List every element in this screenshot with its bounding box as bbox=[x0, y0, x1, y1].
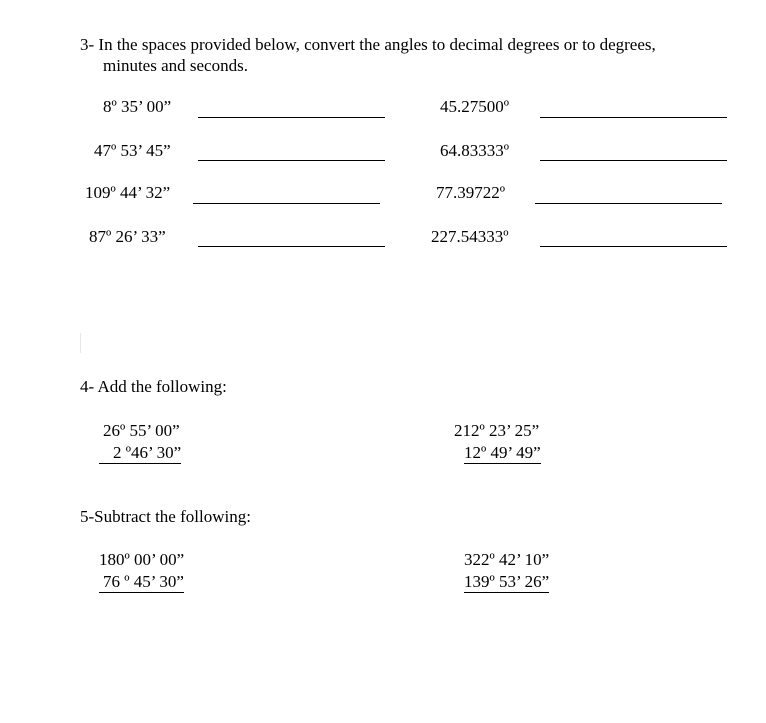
add-left-bottom-wrap bbox=[99, 443, 181, 464]
angle-right-1: 45.27500º bbox=[440, 97, 510, 116]
subtract-right-top: 322º 42’ 10” bbox=[464, 550, 550, 569]
answer-blank-right-2[interactable] bbox=[540, 160, 727, 161]
subtract-left-bottom: 76 º 45’ 30” bbox=[99, 573, 184, 593]
angle-right-2: 64.83333º bbox=[440, 141, 510, 160]
angle-left-3: 109º 44’ 32” bbox=[85, 183, 171, 202]
subtract-right-bottom-wrap bbox=[464, 572, 549, 593]
section3-heading-line1: 3- In the spaces provided below, convert the angles to decimal degrees or to degrees, bbox=[80, 35, 656, 54]
section4-heading: 4- Add the following: bbox=[80, 377, 227, 396]
add-left-bottom: 2 º46’ 30” bbox=[99, 444, 181, 464]
subtract-left-bottom-wrap bbox=[99, 572, 184, 593]
add-left-top: 26º 55’ 00” bbox=[103, 421, 180, 440]
answer-blank-left-4[interactable] bbox=[198, 246, 385, 247]
angle-right-3: 77.39722º bbox=[436, 183, 506, 202]
add-right-bottom: 12º 49’ 49” bbox=[464, 443, 541, 462]
answer-blank-right-3[interactable] bbox=[535, 203, 722, 204]
angle-right-4: 227.54333º bbox=[431, 227, 509, 246]
angle-left-1: 8º 35’ 00” bbox=[103, 97, 172, 116]
answer-blank-right-1[interactable] bbox=[540, 117, 727, 118]
section5-heading: 5-Subtract the following: bbox=[80, 507, 251, 526]
add-right-bottom-wrap bbox=[464, 443, 541, 464]
answer-blank-right-4[interactable] bbox=[540, 246, 727, 247]
answer-blank-left-2[interactable] bbox=[198, 160, 385, 161]
subtract-right-bottom: 139º 53’ 26” bbox=[464, 572, 550, 591]
subtract-left-top: 180º 00’ 00” bbox=[99, 550, 185, 569]
angle-left-4: 87º 26’ 33” bbox=[89, 227, 166, 246]
angle-left-2: 47º 53’ 45” bbox=[94, 141, 171, 160]
text-cursor-mark bbox=[80, 333, 81, 353]
answer-blank-left-1[interactable] bbox=[198, 117, 385, 118]
answer-blank-left-3[interactable] bbox=[193, 203, 380, 204]
add-right-top: 212º 23’ 25” bbox=[454, 421, 540, 440]
section3-heading-line2: minutes and seconds. bbox=[103, 56, 248, 75]
